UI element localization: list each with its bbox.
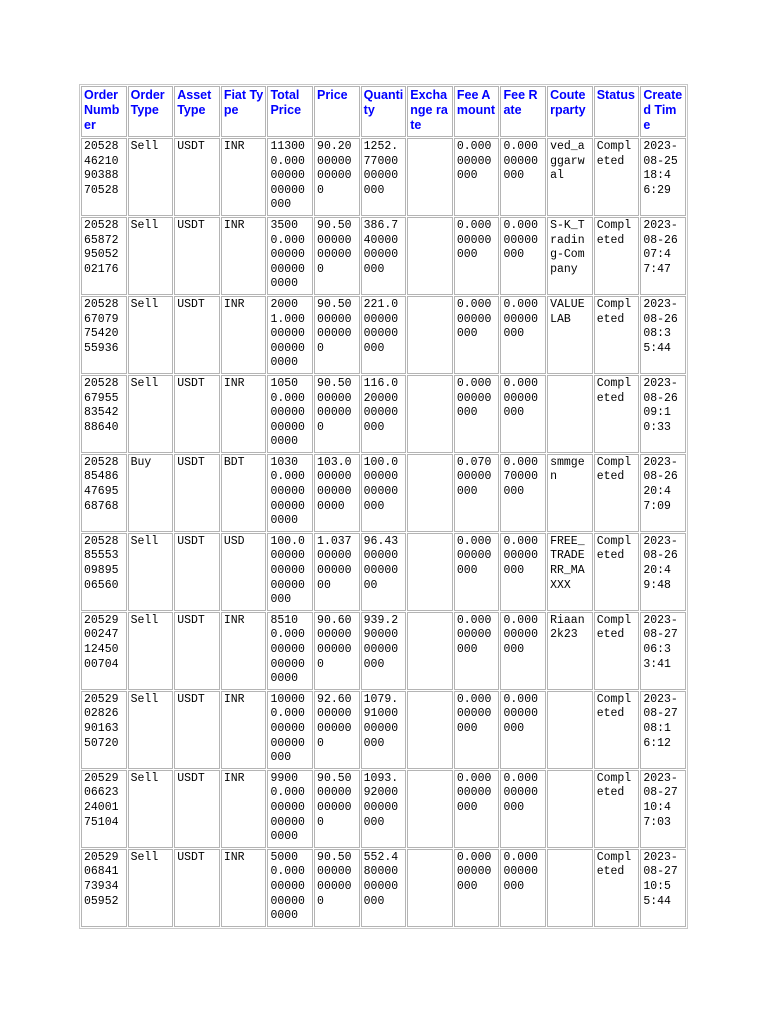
cell-order-number: 20528854864769568768 xyxy=(81,454,127,532)
cell-quantity: 96.43000000000000 xyxy=(361,533,407,611)
header-exchange-rate: Exchange rate xyxy=(407,86,453,137)
cell-total-price: 10500.00000000000000000 xyxy=(267,375,313,453)
cell-order-type: Buy xyxy=(128,454,174,532)
header-row xyxy=(81,86,686,137)
cell-counterparty: ved_aggarwal xyxy=(547,138,593,216)
cell-fiat-type: INR xyxy=(221,691,267,769)
cell-fiat-type: BDT xyxy=(221,454,267,532)
cell-exchange-rate xyxy=(407,454,453,532)
cell-price: 90.5000000000000 xyxy=(314,375,360,453)
cell-fee-rate: 0.00000000000 xyxy=(500,849,546,927)
cell-order-type: Sell xyxy=(128,770,174,848)
cell-counterparty xyxy=(547,770,593,848)
cell-quantity: 1252.7700000000000 xyxy=(361,138,407,216)
cell-order-type: Sell xyxy=(128,138,174,216)
cell-fee-rate: 0.00000000000 xyxy=(500,612,546,690)
table-row xyxy=(81,770,686,848)
cell-fee-amount: 0.00000000000 xyxy=(454,849,500,927)
cell-fee-rate: 0.00000000000 xyxy=(500,770,546,848)
cell-quantity: 552.48000000000000 xyxy=(361,849,407,927)
cell-fiat-type: INR xyxy=(221,138,267,216)
header-asset-type: Asset Type xyxy=(174,86,220,137)
table-row xyxy=(81,612,686,690)
cell-fee-amount: 0.00000000000 xyxy=(454,375,500,453)
cell-fee-amount: 0.00000000000 xyxy=(454,533,500,611)
cell-price: 90.5000000000000 xyxy=(314,849,360,927)
cell-fee-amount: 0.00000000000 xyxy=(454,770,500,848)
cell-quantity: 386.74000000000000 xyxy=(361,217,407,295)
cell-asset-type: USDT xyxy=(174,849,220,927)
cell-total-price: 20001.00000000000000000 xyxy=(267,296,313,374)
cell-total-price: 35000.00000000000000000 xyxy=(267,217,313,295)
cell-fiat-type: USD xyxy=(221,533,267,611)
cell-order-number: 20529066232400175104 xyxy=(81,770,127,848)
cell-order-type: Sell xyxy=(128,691,174,769)
table-row xyxy=(81,138,686,216)
cell-price: 1.037000000000000 xyxy=(314,533,360,611)
cell-order-number: 20528679558354288640 xyxy=(81,375,127,453)
cell-exchange-rate xyxy=(407,138,453,216)
cell-price: 90.6000000000000 xyxy=(314,612,360,690)
header-price: Price xyxy=(314,86,360,137)
header-order-number: Order Number xyxy=(81,86,127,137)
cell-counterparty xyxy=(547,849,593,927)
cell-total-price: 85100.00000000000000000 xyxy=(267,612,313,690)
cell-counterparty: VALUELAB xyxy=(547,296,593,374)
cell-quantity: 221.00000000000000 xyxy=(361,296,407,374)
cell-asset-type: USDT xyxy=(174,296,220,374)
cell-status: Completed xyxy=(594,612,640,690)
cell-status: Completed xyxy=(594,375,640,453)
cell-order-type: Sell xyxy=(128,612,174,690)
table-row xyxy=(81,217,686,295)
header-quantity: Quantity xyxy=(361,86,407,137)
cell-asset-type: USDT xyxy=(174,691,220,769)
cell-counterparty: smmgen xyxy=(547,454,593,532)
cell-fee-rate: 0.00000000000 xyxy=(500,691,546,769)
cell-order-number: 20529028269016350720 xyxy=(81,691,127,769)
cell-price: 92.6000000000000 xyxy=(314,691,360,769)
cell-quantity: 1079.9100000000000 xyxy=(361,691,407,769)
table-row xyxy=(81,849,686,927)
cell-created-time: 2023-08-26 20:49:48 xyxy=(640,533,686,611)
cell-counterparty: Riaan2k23 xyxy=(547,612,593,690)
cell-quantity: 939.29000000000000 xyxy=(361,612,407,690)
table-row xyxy=(81,691,686,769)
cell-exchange-rate xyxy=(407,296,453,374)
cell-fiat-type: INR xyxy=(221,612,267,690)
cell-asset-type: USDT xyxy=(174,138,220,216)
cell-order-number: 20528670797542055936 xyxy=(81,296,127,374)
cell-status: Completed xyxy=(594,849,640,927)
cell-fiat-type: INR xyxy=(221,849,267,927)
cell-quantity: 116.02000000000000 xyxy=(361,375,407,453)
header-order-type: Order Type xyxy=(128,86,174,137)
cell-order-type: Sell xyxy=(128,849,174,927)
cell-created-time: 2023-08-26 07:47:47 xyxy=(640,217,686,295)
cell-order-type: Sell xyxy=(128,296,174,374)
header-total-price: Total Price xyxy=(267,86,313,137)
cell-fiat-type: INR xyxy=(221,217,267,295)
cell-fee-amount: 0.00000000000 xyxy=(454,691,500,769)
header-created-time: Created Time xyxy=(640,86,686,137)
cell-fee-amount: 0.07000000000 xyxy=(454,454,500,532)
cell-order-type: Sell xyxy=(128,375,174,453)
cell-fee-amount: 0.00000000000 xyxy=(454,296,500,374)
cell-asset-type: USDT xyxy=(174,375,220,453)
cell-total-price: 10300.00000000000000000 xyxy=(267,454,313,532)
cell-order-type: Sell xyxy=(128,533,174,611)
cell-total-price: 100000.0000000000000000 xyxy=(267,691,313,769)
cell-asset-type: USDT xyxy=(174,533,220,611)
cell-created-time: 2023-08-26 20:47:09 xyxy=(640,454,686,532)
header-fee-amount: Fee Amount xyxy=(454,86,500,137)
orders-table xyxy=(79,84,688,929)
header-counterparty: Couterparty xyxy=(547,86,593,137)
cell-fiat-type: INR xyxy=(221,770,267,848)
cell-order-number: 20529068417393405952 xyxy=(81,849,127,927)
cell-fee-rate: 0.00000000000 xyxy=(500,138,546,216)
table-row xyxy=(81,296,686,374)
cell-counterparty: S-K_Trading-Company xyxy=(547,217,593,295)
header-status: Status xyxy=(594,86,640,137)
cell-exchange-rate xyxy=(407,691,453,769)
cell-price: 90.5000000000000 xyxy=(314,217,360,295)
cell-fee-rate: 0.00000000000 xyxy=(500,533,546,611)
cell-fee-amount: 0.00000000000 xyxy=(454,217,500,295)
cell-exchange-rate xyxy=(407,533,453,611)
header-fee-rate: Fee Rate xyxy=(500,86,546,137)
cell-status: Completed xyxy=(594,138,640,216)
cell-created-time: 2023-08-27 10:47:03 xyxy=(640,770,686,848)
cell-total-price: 113000.0000000000000000 xyxy=(267,138,313,216)
cell-price: 90.2000000000000 xyxy=(314,138,360,216)
cell-price: 90.5000000000000 xyxy=(314,770,360,848)
cell-fee-amount: 0.00000000000 xyxy=(454,612,500,690)
cell-order-number: 20528658729505202176 xyxy=(81,217,127,295)
cell-total-price: 100.0000000000000000000 xyxy=(267,533,313,611)
cell-status: Completed xyxy=(594,296,640,374)
cell-counterparty xyxy=(547,691,593,769)
cell-order-number: 20529002471245000704 xyxy=(81,612,127,690)
cell-exchange-rate xyxy=(407,375,453,453)
cell-created-time: 2023-08-27 06:33:41 xyxy=(640,612,686,690)
cell-created-time: 2023-08-27 08:16:12 xyxy=(640,691,686,769)
cell-order-number: 20528462109038870528 xyxy=(81,138,127,216)
cell-total-price: 99000.00000000000000000 xyxy=(267,770,313,848)
cell-created-time: 2023-08-26 09:10:33 xyxy=(640,375,686,453)
cell-created-time: 2023-08-26 08:35:44 xyxy=(640,296,686,374)
cell-asset-type: USDT xyxy=(174,612,220,690)
cell-fee-rate: 0.00000000000 xyxy=(500,375,546,453)
cell-fee-amount: 0.00000000000 xyxy=(454,138,500,216)
cell-fee-rate: 0.00000000000 xyxy=(500,217,546,295)
cell-fiat-type: INR xyxy=(221,296,267,374)
cell-quantity: 100.00000000000000 xyxy=(361,454,407,532)
cell-order-number: 20528855530989506560 xyxy=(81,533,127,611)
cell-order-type: Sell xyxy=(128,217,174,295)
header-fiat-type: Fiat Type xyxy=(221,86,267,137)
cell-quantity: 1093.9200000000000 xyxy=(361,770,407,848)
cell-fee-rate: 0.00070000000 xyxy=(500,454,546,532)
cell-asset-type: USDT xyxy=(174,454,220,532)
cell-counterparty xyxy=(547,375,593,453)
cell-exchange-rate xyxy=(407,849,453,927)
cell-counterparty: FREE_TRADERR_MAXXX xyxy=(547,533,593,611)
cell-asset-type: USDT xyxy=(174,770,220,848)
cell-exchange-rate xyxy=(407,217,453,295)
cell-status: Completed xyxy=(594,691,640,769)
cell-fee-rate: 0.00000000000 xyxy=(500,296,546,374)
cell-price: 90.5000000000000 xyxy=(314,296,360,374)
cell-exchange-rate xyxy=(407,612,453,690)
cell-asset-type: USDT xyxy=(174,217,220,295)
cell-created-time: 2023-08-27 10:55:44 xyxy=(640,849,686,927)
cell-created-time: 2023-08-25 18:46:29 xyxy=(640,138,686,216)
cell-exchange-rate xyxy=(407,770,453,848)
table-row xyxy=(81,533,686,611)
cell-price: 103.000000000000000 xyxy=(314,454,360,532)
cell-status: Completed xyxy=(594,533,640,611)
cell-fiat-type: INR xyxy=(221,375,267,453)
table-row xyxy=(81,375,686,453)
cell-total-price: 50000.00000000000000000 xyxy=(267,849,313,927)
cell-status: Completed xyxy=(594,770,640,848)
cell-status: Completed xyxy=(594,217,640,295)
table-row xyxy=(81,454,686,532)
cell-status: Completed xyxy=(594,454,640,532)
